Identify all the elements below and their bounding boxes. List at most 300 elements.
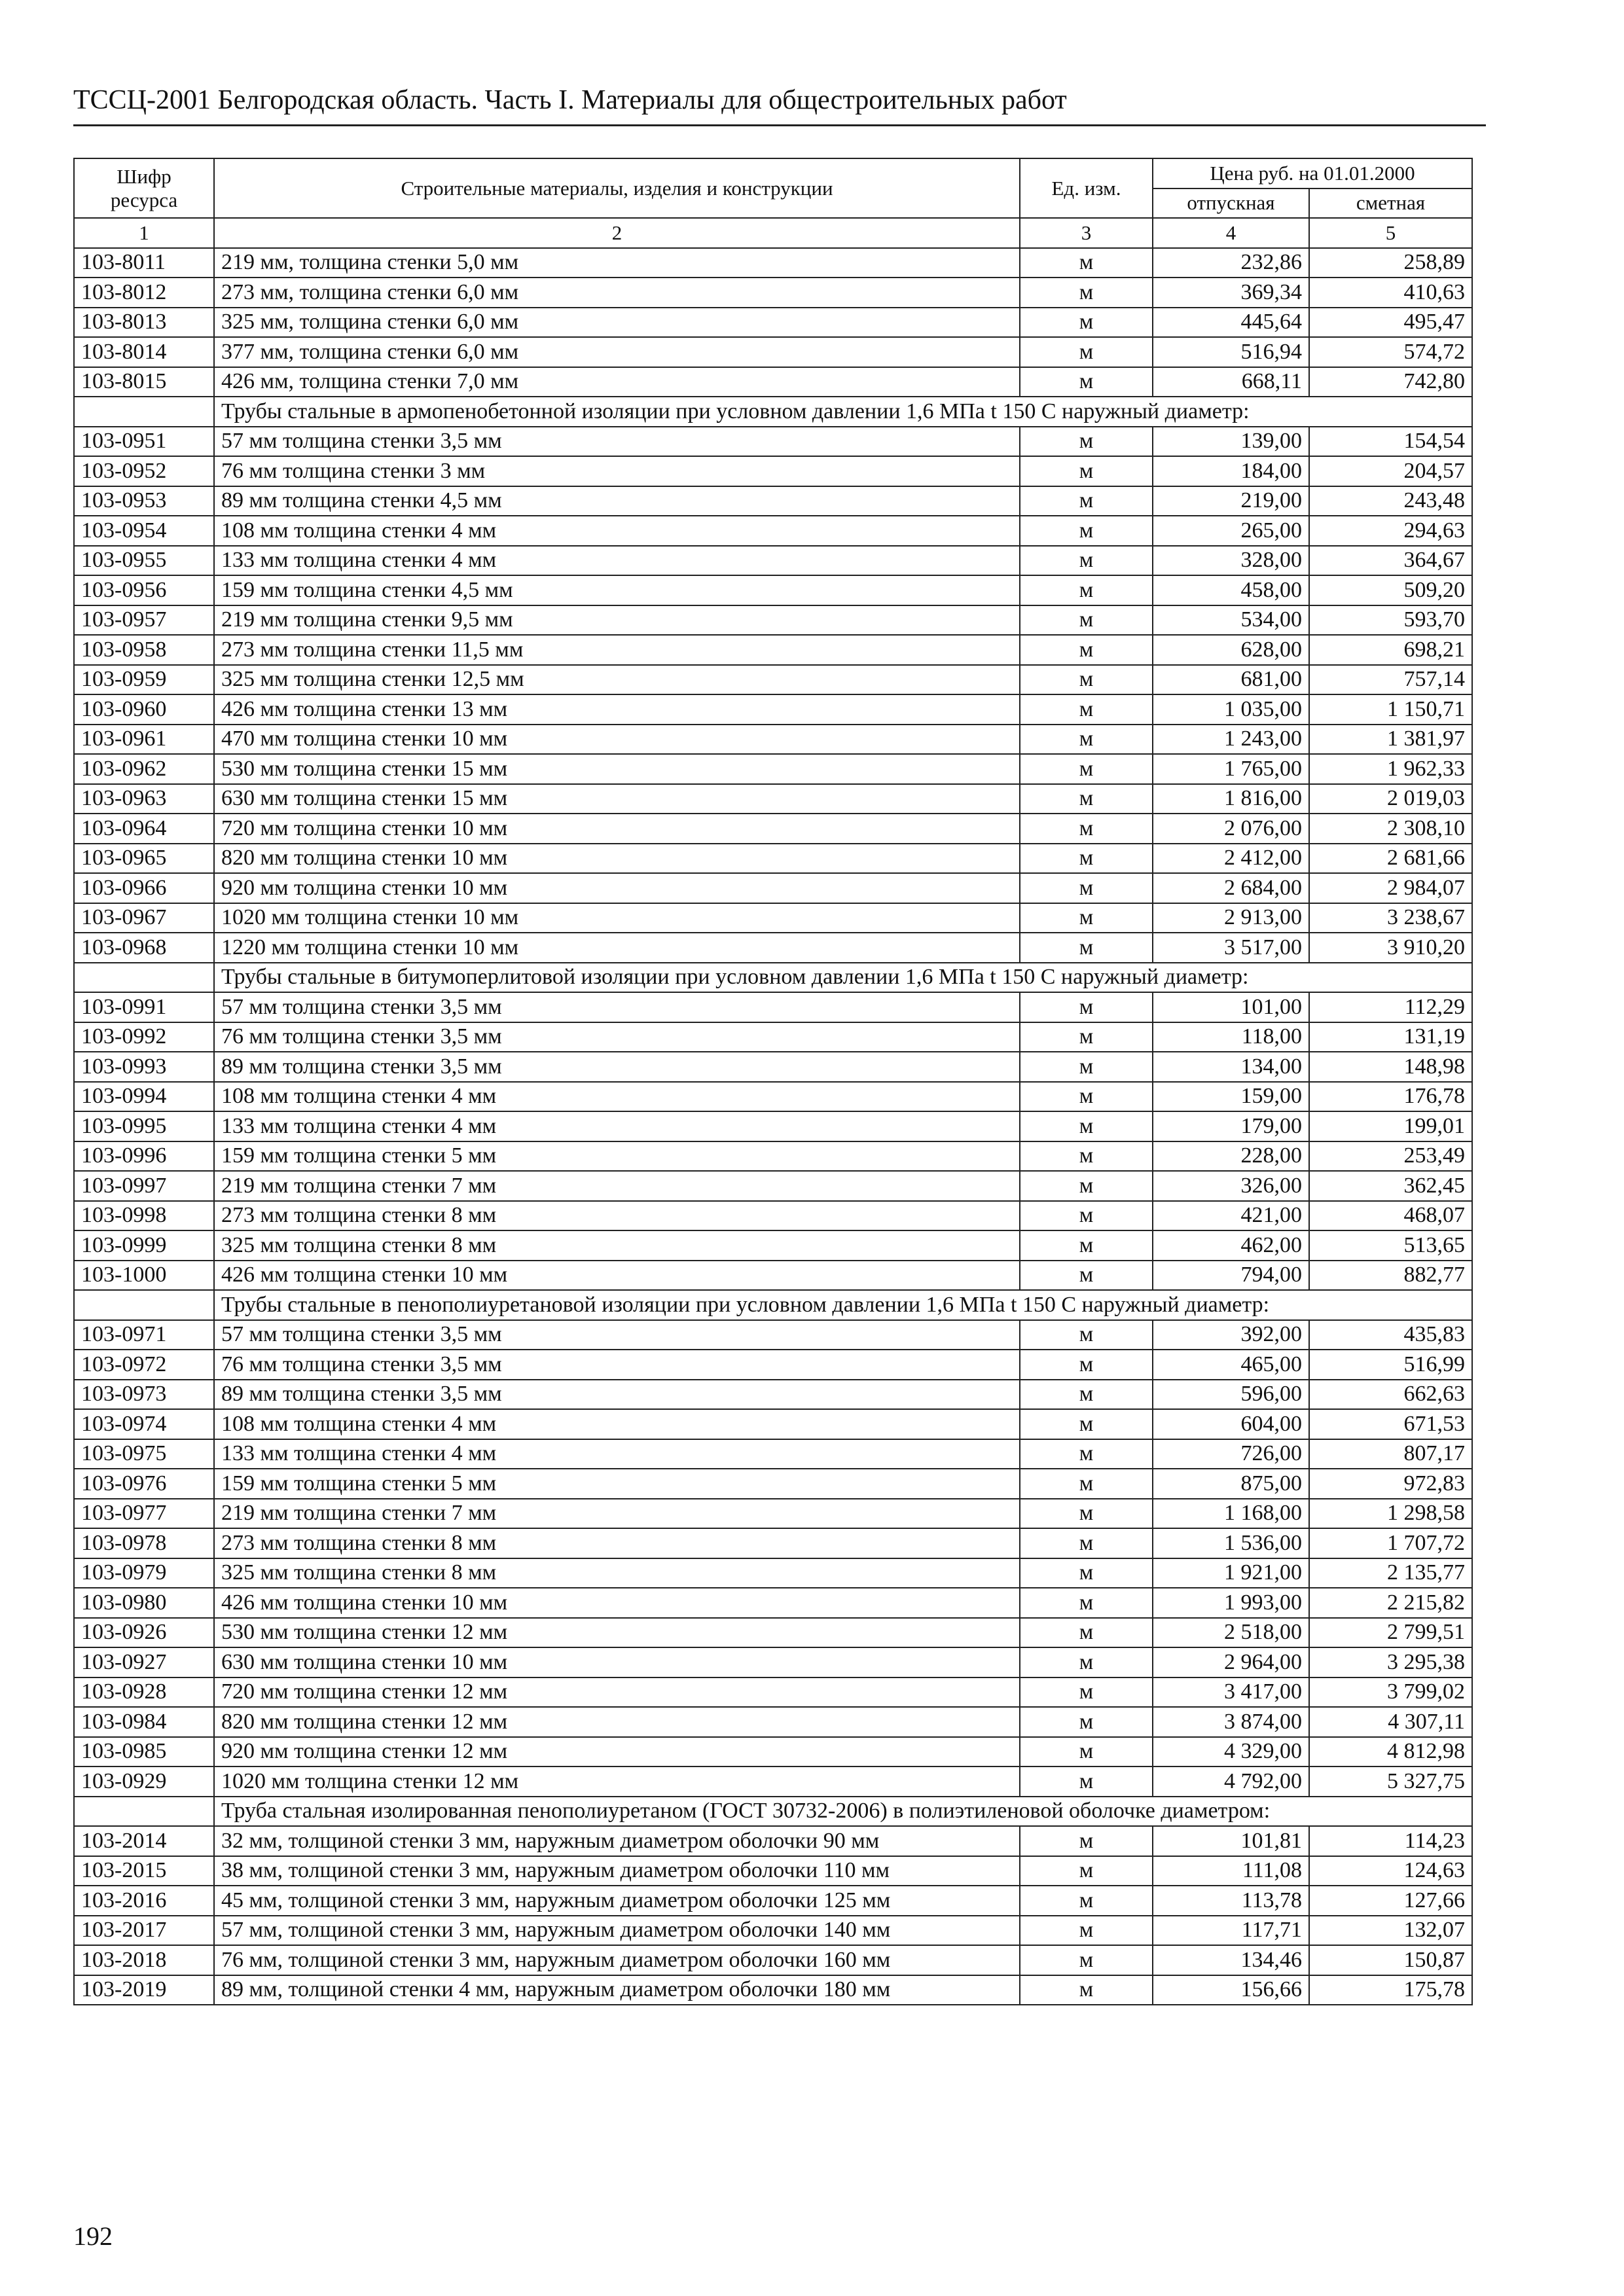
resource-code: 103-8012 (74, 278, 214, 308)
release-price: 465,00 (1153, 1350, 1309, 1380)
estimate-price: 435,83 (1309, 1320, 1472, 1350)
unit: м (1020, 1350, 1153, 1380)
table-row (74, 278, 1472, 308)
header-unit: Ед. изм. (1020, 158, 1153, 218)
unit: м (1020, 1528, 1153, 1558)
section-row (74, 963, 1472, 993)
table-row (74, 873, 1472, 903)
header-code: Шифр ресурса (74, 158, 214, 218)
table-row (74, 1886, 1472, 1916)
unit: м (1020, 784, 1153, 814)
table-row (74, 1439, 1472, 1469)
estimate-price: 410,63 (1309, 278, 1472, 308)
release-price: 328,00 (1153, 546, 1309, 576)
header-release-price: отпускная (1153, 188, 1309, 219)
release-price: 228,00 (1153, 1141, 1309, 1172)
table-row (74, 1380, 1472, 1410)
release-price: 117,71 (1153, 1916, 1309, 1946)
column-number: 1 (74, 218, 214, 248)
unit: м (1020, 367, 1153, 397)
unit: м (1020, 546, 1153, 576)
estimate-price: 2 799,51 (1309, 1618, 1472, 1648)
estimate-price: 362,45 (1309, 1171, 1472, 1201)
release-price: 875,00 (1153, 1469, 1309, 1499)
column-numbers-row (74, 218, 1472, 248)
table-row (74, 1141, 1472, 1172)
material-name: 133 мм толщина стенки 4 мм (214, 546, 1020, 576)
unit: м (1020, 814, 1153, 844)
material-name: 38 мм, толщиной стенки 3 мм, наружным диаметром оболочки 110 мм (214, 1856, 1020, 1886)
unit: м (1020, 1916, 1153, 1946)
material-name: 1020 мм толщина стенки 12 мм (214, 1767, 1020, 1797)
price-table (73, 158, 1473, 2005)
unit: м (1020, 1707, 1153, 1737)
release-price: 118,00 (1153, 1022, 1309, 1052)
section-code-cell (74, 397, 214, 427)
table-row (74, 1588, 1472, 1618)
unit: м (1020, 992, 1153, 1022)
release-price: 668,11 (1153, 367, 1309, 397)
material-name: 57 мм толщина стенки 3,5 мм (214, 992, 1020, 1022)
table-row (74, 933, 1472, 963)
material-name: 219 мм толщина стенки 9,5 мм (214, 605, 1020, 636)
unit: м (1020, 1052, 1153, 1082)
material-name: 57 мм толщина стенки 3,5 мм (214, 1320, 1020, 1350)
table-body (74, 248, 1472, 2005)
estimate-price: 3 295,38 (1309, 1647, 1472, 1677)
table-row (74, 1350, 1472, 1380)
material-name: 76 мм толщина стенки 3,5 мм (214, 1350, 1020, 1380)
material-name: 630 мм толщина стенки 10 мм (214, 1647, 1020, 1677)
table-row (74, 754, 1472, 784)
release-price: 421,00 (1153, 1201, 1309, 1231)
release-price: 101,00 (1153, 992, 1309, 1022)
table-row (74, 1111, 1472, 1141)
unit: м (1020, 844, 1153, 874)
release-price: 3 517,00 (1153, 933, 1309, 963)
resource-code: 103-0954 (74, 516, 214, 546)
table-row (74, 694, 1472, 725)
resource-code: 103-0962 (74, 754, 214, 784)
unit: м (1020, 1856, 1153, 1886)
material-name: 89 мм, толщиной стенки 4 мм, наружным диаметром оболочки 180 мм (214, 1975, 1020, 2005)
release-price: 134,00 (1153, 1052, 1309, 1082)
release-price: 1 921,00 (1153, 1558, 1309, 1588)
release-price: 1 816,00 (1153, 784, 1309, 814)
material-name: 159 мм толщина стенки 5 мм (214, 1141, 1020, 1172)
column-number: 2 (214, 218, 1020, 248)
estimate-price: 509,20 (1309, 575, 1472, 605)
resource-code: 103-0985 (74, 1737, 214, 1767)
material-name: 426 мм толщина стенки 10 мм (214, 1588, 1020, 1618)
unit: м (1020, 1439, 1153, 1469)
resource-code: 103-0958 (74, 635, 214, 665)
table-row (74, 844, 1472, 874)
release-price: 232,86 (1153, 248, 1309, 278)
resource-code: 103-0998 (74, 1201, 214, 1231)
estimate-price: 150,87 (1309, 1945, 1472, 1975)
estimate-price: 972,83 (1309, 1469, 1472, 1499)
resource-code: 103-0997 (74, 1171, 214, 1201)
table-row (74, 1707, 1472, 1737)
unit: м (1020, 1380, 1153, 1410)
estimate-price: 3 910,20 (1309, 933, 1472, 963)
header-name: Строительные материалы, изделия и конструкции (214, 158, 1020, 218)
estimate-price: 364,67 (1309, 546, 1472, 576)
estimate-price: 176,78 (1309, 1082, 1472, 1112)
release-price: 1 243,00 (1153, 725, 1309, 755)
resource-code: 103-0952 (74, 456, 214, 486)
unit: м (1020, 1499, 1153, 1529)
unit: м (1020, 933, 1153, 963)
section-row (74, 397, 1472, 427)
estimate-price: 882,77 (1309, 1261, 1472, 1291)
estimate-price: 3 238,67 (1309, 903, 1472, 933)
estimate-price: 2 681,66 (1309, 844, 1472, 874)
table-row (74, 1261, 1472, 1291)
unit: м (1020, 575, 1153, 605)
material-name: 273 мм толщина стенки 11,5 мм (214, 635, 1020, 665)
section-row (74, 1797, 1472, 1827)
estimate-price: 1 962,33 (1309, 754, 1472, 784)
material-name: 426 мм толщина стенки 13 мм (214, 694, 1020, 725)
estimate-price: 124,63 (1309, 1856, 1472, 1886)
release-price: 326,00 (1153, 1171, 1309, 1201)
material-name: 325 мм толщина стенки 8 мм (214, 1558, 1020, 1588)
table-row (74, 725, 1472, 755)
estimate-price: 2 019,03 (1309, 784, 1472, 814)
table-row (74, 1230, 1472, 1261)
resource-code: 103-2018 (74, 1945, 214, 1975)
table-row (74, 1052, 1472, 1082)
estimate-price: 662,63 (1309, 1380, 1472, 1410)
table-row (74, 427, 1472, 457)
release-price: 2 913,00 (1153, 903, 1309, 933)
resource-code: 103-0959 (74, 665, 214, 695)
release-price: 1 536,00 (1153, 1528, 1309, 1558)
unit: м (1020, 1975, 1153, 2005)
estimate-price: 2 215,82 (1309, 1588, 1472, 1618)
table-row (74, 1082, 1472, 1112)
material-name: 273 мм толщина стенки 8 мм (214, 1201, 1020, 1231)
release-price: 265,00 (1153, 516, 1309, 546)
release-price: 179,00 (1153, 1111, 1309, 1141)
resource-code: 103-2016 (74, 1886, 214, 1916)
unit: м (1020, 1261, 1153, 1291)
estimate-price: 742,80 (1309, 367, 1472, 397)
table-row (74, 665, 1472, 695)
release-price: 139,00 (1153, 427, 1309, 457)
unit: м (1020, 725, 1153, 755)
release-price: 726,00 (1153, 1439, 1309, 1469)
resource-code: 103-0960 (74, 694, 214, 725)
resource-code: 103-0992 (74, 1022, 214, 1052)
release-price: 794,00 (1153, 1261, 1309, 1291)
release-price: 2 964,00 (1153, 1647, 1309, 1677)
estimate-price: 671,53 (1309, 1409, 1472, 1439)
estimate-price: 2 308,10 (1309, 814, 1472, 844)
material-name: 219 мм, толщина стенки 5,0 мм (214, 248, 1020, 278)
release-price: 681,00 (1153, 665, 1309, 695)
material-name: 57 мм толщина стенки 3,5 мм (214, 427, 1020, 457)
resource-code: 103-0991 (74, 992, 214, 1022)
release-price: 458,00 (1153, 575, 1309, 605)
resource-code: 103-8011 (74, 248, 214, 278)
table-row (74, 1647, 1472, 1677)
resource-code: 103-0956 (74, 575, 214, 605)
table-row (74, 1945, 1472, 1975)
unit: м (1020, 1022, 1153, 1052)
resource-code: 103-0955 (74, 546, 214, 576)
material-name: 426 мм толщина стенки 10 мм (214, 1261, 1020, 1291)
material-name: 45 мм, толщиной стенки 3 мм, наружным диаметром оболочки 125 мм (214, 1886, 1020, 1916)
unit: м (1020, 1618, 1153, 1648)
unit: м (1020, 754, 1153, 784)
material-name: 89 мм толщина стенки 3,5 мм (214, 1052, 1020, 1082)
resource-code: 103-0964 (74, 814, 214, 844)
table-row (74, 1022, 1472, 1052)
release-price: 111,08 (1153, 1856, 1309, 1886)
estimate-price: 294,63 (1309, 516, 1472, 546)
table-row (74, 337, 1472, 367)
material-name: 530 мм толщина стенки 12 мм (214, 1618, 1020, 1648)
resource-code: 103-0971 (74, 1320, 214, 1350)
table-row (74, 1767, 1472, 1797)
table-row (74, 486, 1472, 516)
estimate-price: 4 307,11 (1309, 1707, 1472, 1737)
unit: м (1020, 308, 1153, 338)
unit: м (1020, 1171, 1153, 1201)
material-name: 720 мм толщина стенки 12 мм (214, 1677, 1020, 1708)
material-name: 108 мм толщина стенки 4 мм (214, 1082, 1020, 1112)
unit: м (1020, 605, 1153, 636)
estimate-price: 574,72 (1309, 337, 1472, 367)
resource-code: 103-0994 (74, 1082, 214, 1112)
resource-code: 103-0957 (74, 605, 214, 636)
estimate-price: 131,19 (1309, 1022, 1472, 1052)
material-name: 920 мм толщина стенки 10 мм (214, 873, 1020, 903)
estimate-price: 204,57 (1309, 456, 1472, 486)
material-name: 108 мм толщина стенки 4 мм (214, 516, 1020, 546)
table-row (74, 1737, 1472, 1767)
table-header (74, 158, 1472, 248)
resource-code: 103-2019 (74, 1975, 214, 2005)
estimate-price: 516,99 (1309, 1350, 1472, 1380)
material-name: 273 мм толщина стенки 8 мм (214, 1528, 1020, 1558)
resource-code: 103-0951 (74, 427, 214, 457)
material-name: 57 мм, толщиной стенки 3 мм, наружным диаметром оболочки 140 мм (214, 1916, 1020, 1946)
unit: м (1020, 903, 1153, 933)
resource-code: 103-0965 (74, 844, 214, 874)
section-title: Трубы стальные в пенополиуретановой изоляции при условном давлении 1,6 МПа t 150 С наружный диаметр: (214, 1290, 1472, 1320)
table-row (74, 1171, 1472, 1201)
resource-code: 103-0968 (74, 933, 214, 963)
table-row (74, 1469, 1472, 1499)
material-name: 530 мм толщина стенки 15 мм (214, 754, 1020, 784)
unit: м (1020, 1945, 1153, 1975)
resource-code: 103-0966 (74, 873, 214, 903)
release-price: 1 993,00 (1153, 1588, 1309, 1618)
estimate-price: 698,21 (1309, 635, 1472, 665)
estimate-price: 4 812,98 (1309, 1737, 1472, 1767)
table-row (74, 516, 1472, 546)
unit: м (1020, 1111, 1153, 1141)
unit: м (1020, 665, 1153, 695)
material-name: 1220 мм толщина стенки 10 мм (214, 933, 1020, 963)
estimate-price: 1 381,97 (1309, 725, 1472, 755)
unit: м (1020, 1469, 1153, 1499)
material-name: 159 мм толщина стенки 5 мм (214, 1469, 1020, 1499)
resource-code: 103-0975 (74, 1439, 214, 1469)
unit: м (1020, 1558, 1153, 1588)
material-name: 133 мм толщина стенки 4 мм (214, 1439, 1020, 1469)
release-price: 392,00 (1153, 1320, 1309, 1350)
release-price: 4 792,00 (1153, 1767, 1309, 1797)
resource-code: 103-0953 (74, 486, 214, 516)
release-price: 219,00 (1153, 486, 1309, 516)
material-name: 219 мм толщина стенки 7 мм (214, 1171, 1020, 1201)
resource-code: 103-0979 (74, 1558, 214, 1588)
column-number: 5 (1309, 218, 1472, 248)
section-title: Труба стальная изолированная пенополиуретаном (ГОСТ 30732-2006) в полиэтиленовой оболочке диаметром: (214, 1797, 1472, 1827)
release-price: 113,78 (1153, 1886, 1309, 1916)
estimate-price: 495,47 (1309, 308, 1472, 338)
header-price-group: Цена руб. на 01.01.2000 (1153, 158, 1472, 188)
unit: м (1020, 486, 1153, 516)
section-row (74, 1290, 1472, 1320)
resource-code: 103-0961 (74, 725, 214, 755)
resource-code: 103-0984 (74, 1707, 214, 1737)
estimate-price: 807,17 (1309, 1439, 1472, 1469)
resource-code: 103-8015 (74, 367, 214, 397)
estimate-price: 253,49 (1309, 1141, 1472, 1172)
resource-code: 103-0973 (74, 1380, 214, 1410)
estimate-price: 5 327,75 (1309, 1767, 1472, 1797)
material-name: 470 мм толщина стенки 10 мм (214, 725, 1020, 755)
resource-code: 103-0993 (74, 1052, 214, 1082)
resource-code: 103-0927 (74, 1647, 214, 1677)
unit: м (1020, 1409, 1153, 1439)
table-row (74, 1618, 1472, 1648)
estimate-price: 513,65 (1309, 1230, 1472, 1261)
material-name: 273 мм, толщина стенки 6,0 мм (214, 278, 1020, 308)
estimate-price: 199,01 (1309, 1111, 1472, 1141)
release-price: 159,00 (1153, 1082, 1309, 1112)
material-name: 920 мм толщина стенки 12 мм (214, 1737, 1020, 1767)
table-row (74, 1499, 1472, 1529)
estimate-price: 132,07 (1309, 1916, 1472, 1946)
resource-code: 103-2015 (74, 1856, 214, 1886)
unit: м (1020, 694, 1153, 725)
table-row (74, 903, 1472, 933)
table-row (74, 605, 1472, 636)
estimate-price: 112,29 (1309, 992, 1472, 1022)
table-row (74, 1320, 1472, 1350)
table-row (74, 992, 1472, 1022)
unit: м (1020, 1737, 1153, 1767)
release-price: 596,00 (1153, 1380, 1309, 1410)
release-price: 516,94 (1153, 337, 1309, 367)
material-name: 325 мм толщина стенки 8 мм (214, 1230, 1020, 1261)
section-code-cell (74, 1290, 214, 1320)
resource-code: 103-8014 (74, 337, 214, 367)
material-name: 325 мм толщина стенки 12,5 мм (214, 665, 1020, 695)
release-price: 3 417,00 (1153, 1677, 1309, 1708)
table-row (74, 1826, 1472, 1856)
release-price: 3 874,00 (1153, 1707, 1309, 1737)
section-code-cell (74, 963, 214, 993)
release-price: 445,64 (1153, 308, 1309, 338)
unit: м (1020, 337, 1153, 367)
table-row (74, 635, 1472, 665)
resource-code: 103-0926 (74, 1618, 214, 1648)
material-name: 820 мм толщина стенки 10 мм (214, 844, 1020, 874)
estimate-price: 1 298,58 (1309, 1499, 1472, 1529)
estimate-price: 757,14 (1309, 665, 1472, 695)
material-name: 76 мм толщина стенки 3,5 мм (214, 1022, 1020, 1052)
estimate-price: 593,70 (1309, 605, 1472, 636)
table-row (74, 784, 1472, 814)
release-price: 156,66 (1153, 1975, 1309, 2005)
material-name: 219 мм толщина стенки 7 мм (214, 1499, 1020, 1529)
resource-code: 103-0977 (74, 1499, 214, 1529)
table-row (74, 248, 1472, 278)
table-row (74, 1677, 1472, 1708)
release-price: 2 518,00 (1153, 1618, 1309, 1648)
release-price: 134,46 (1153, 1945, 1309, 1975)
resource-code: 103-0967 (74, 903, 214, 933)
release-price: 628,00 (1153, 635, 1309, 665)
table-row (74, 814, 1472, 844)
release-price: 2 412,00 (1153, 844, 1309, 874)
estimate-price: 154,54 (1309, 427, 1472, 457)
resource-code: 103-0976 (74, 1469, 214, 1499)
material-name: 820 мм толщина стенки 12 мм (214, 1707, 1020, 1737)
material-name: 133 мм толщина стенки 4 мм (214, 1111, 1020, 1141)
release-price: 1 168,00 (1153, 1499, 1309, 1529)
estimate-price: 114,23 (1309, 1826, 1472, 1856)
resource-code: 103-0972 (74, 1350, 214, 1380)
material-name: 76 мм, толщиной стенки 3 мм, наружным диаметром оболочки 160 мм (214, 1945, 1020, 1975)
unit: м (1020, 516, 1153, 546)
material-name: 1020 мм толщина стенки 10 мм (214, 903, 1020, 933)
unit: м (1020, 1082, 1153, 1112)
table-row (74, 308, 1472, 338)
resource-code: 103-0963 (74, 784, 214, 814)
resource-code: 103-0980 (74, 1588, 214, 1618)
table-row (74, 456, 1472, 486)
estimate-price: 175,78 (1309, 1975, 1472, 2005)
material-name: 89 мм толщина стенки 3,5 мм (214, 1380, 1020, 1410)
estimate-price: 243,48 (1309, 486, 1472, 516)
resource-code: 103-0978 (74, 1528, 214, 1558)
resource-code: 103-0995 (74, 1111, 214, 1141)
release-price: 462,00 (1153, 1230, 1309, 1261)
table-row (74, 1409, 1472, 1439)
resource-code: 103-2017 (74, 1916, 214, 1946)
material-name: 32 мм, толщиной стенки 3 мм, наружным диаметром оболочки 90 мм (214, 1826, 1020, 1856)
resource-code: 103-0974 (74, 1409, 214, 1439)
material-name: 630 мм толщина стенки 15 мм (214, 784, 1020, 814)
table-row (74, 1916, 1472, 1946)
unit: м (1020, 635, 1153, 665)
estimate-price: 258,89 (1309, 248, 1472, 278)
release-price: 2 076,00 (1153, 814, 1309, 844)
unit: м (1020, 1320, 1153, 1350)
release-price: 1 765,00 (1153, 754, 1309, 784)
estimate-price: 2 135,77 (1309, 1558, 1472, 1588)
unit: м (1020, 1677, 1153, 1708)
